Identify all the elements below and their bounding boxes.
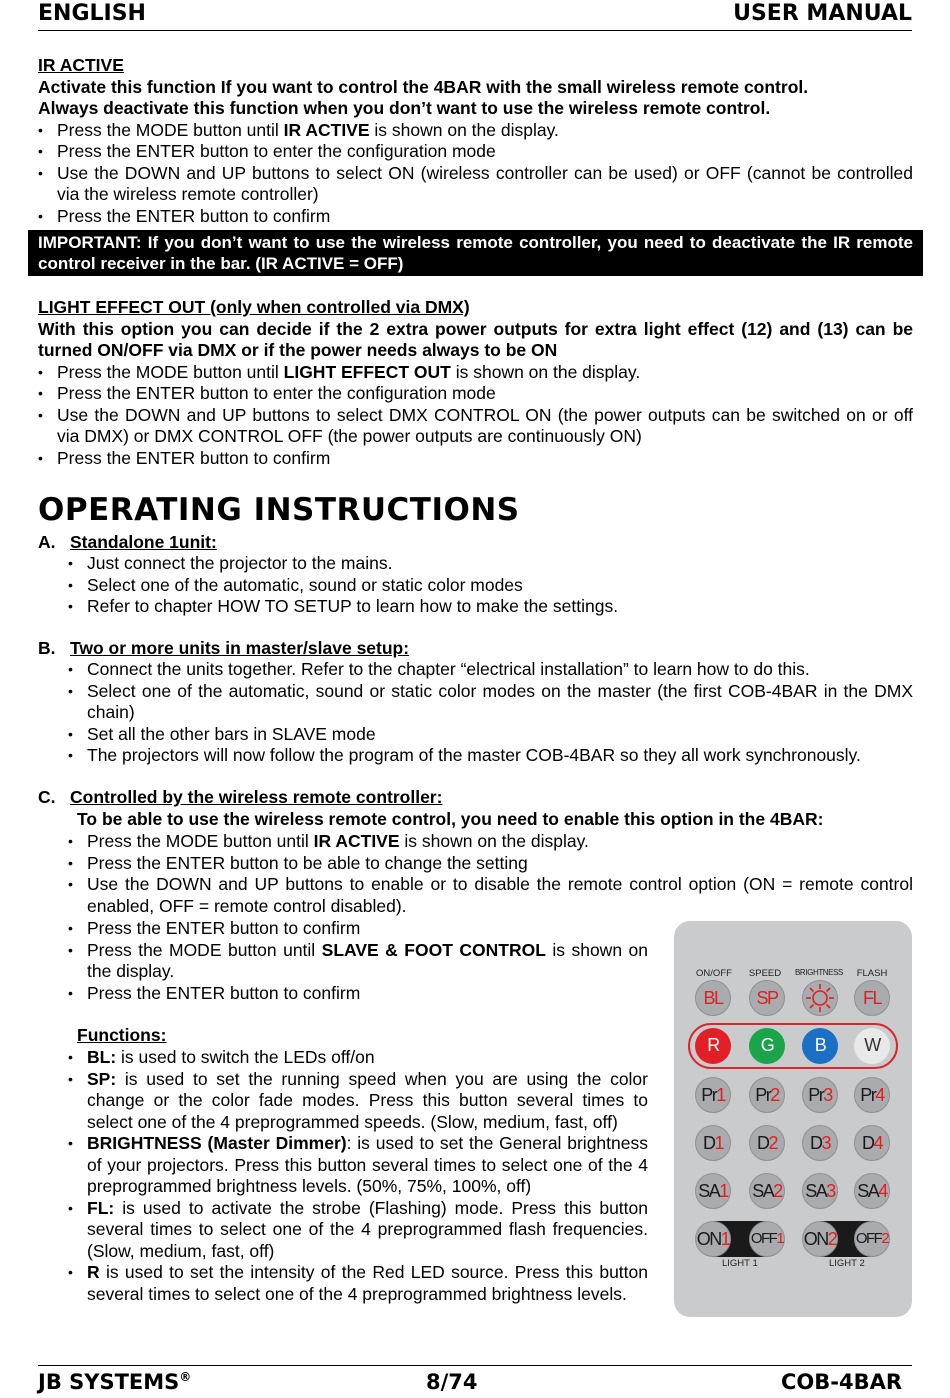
- ir-active-intro2: Always deactivate this function when you don’t want to use the wireless remote control.: [38, 98, 771, 118]
- light1-label: LIGHT 1: [722, 1258, 758, 1269]
- list-item: • Press the ENTER button to confirm: [38, 206, 913, 228]
- section-a-list: [68, 553, 913, 618]
- d2-button: D2: [749, 1125, 785, 1161]
- footer-brand: JB SYSTEMS®: [38, 1370, 192, 1394]
- list-item: • Press the MODE button until IR ACTIVE is shown on the display.: [38, 120, 913, 142]
- list-item: • Just connect the projector to the mains.: [68, 553, 913, 575]
- bl-button: BL: [695, 980, 731, 1016]
- sun-icon: [803, 981, 837, 1015]
- list-item: • R is used to set the intensity of the Red LED source. Press this button several times to select one of the 4 preprogrammed brightness levels.: [68, 1262, 648, 1305]
- page-footer: [38, 1365, 912, 1398]
- page-number: 8/74: [426, 1370, 478, 1394]
- light-effect-intro: With this option you can decide if the 2 extra power outputs for extra light effect (12) and (13) can be turned ON/OFF via DMX or if the power needs always to be ON: [38, 318, 913, 360]
- list-item: • Press the MODE button until IR ACTIVE is shown on the display.: [68, 831, 913, 853]
- important-notice: IMPORTANT: If you don’t want to use the wireless remote controller, you need to deactivate the IR remote control receiver in the bar. (IR ACTIVE = OFF): [28, 230, 923, 276]
- list-item: • Use the DOWN and UP buttons to select ON (wireless controller can be used) or OFF (cannot be controlled via the wireless remote controller): [38, 163, 913, 206]
- list-item: • Use the DOWN and UP buttons to enable or to disable the remote control option (ON = remote control enabled, OFF = remote control disabled).: [68, 874, 913, 917]
- pr3-button: Pr3: [802, 1077, 838, 1113]
- sa3-button: SA3: [802, 1173, 838, 1209]
- list-item: • Press the ENTER button to confirm: [68, 918, 648, 940]
- section-c-subhead: To be able to use the wireless remote control, you need to enable this option in the 4BAR:: [77, 809, 824, 829]
- list-item: • BL: is used to switch the LEDs off/on: [68, 1047, 648, 1069]
- list-item: • Refer to chapter HOW TO SETUP to learn how to make the settings.: [68, 596, 913, 618]
- pr4-button: Pr4: [854, 1077, 890, 1113]
- header-language: ENGLISH: [38, 1, 146, 26]
- off1-button: OFF1: [749, 1221, 785, 1257]
- sa2-button: SA2: [749, 1173, 785, 1209]
- d4-button: D4: [854, 1125, 890, 1161]
- list-item: • Press the ENTER button to confirm: [38, 448, 913, 470]
- operating-instructions-title: OPERATING INSTRUCTIONS: [38, 492, 520, 528]
- list-item: • Press the ENTER button to enter the configuration mode: [38, 141, 913, 163]
- ir-active-intro1: Activate this function If you want to control the 4BAR with the small wireless remote control.: [38, 76, 809, 97]
- ir-active-section: [38, 55, 913, 227]
- functions-title: Functions:: [77, 1025, 167, 1045]
- light2-label: LIGHT 2: [829, 1258, 865, 1269]
- ir-active-steps: [38, 120, 913, 228]
- d3-button: D3: [802, 1125, 838, 1161]
- functions-list: [68, 1047, 648, 1305]
- ir-active-title: IR ACTIVE: [38, 55, 124, 75]
- page-header: [38, 0, 912, 31]
- sp-button: SP: [749, 980, 785, 1016]
- on1-button: ON1: [695, 1221, 731, 1257]
- on2-button: ON2: [802, 1221, 838, 1257]
- list-item: • Select one of the automatic, sound or static color modes on the master (the first COB-4BAR in the DMX chain): [68, 681, 913, 724]
- section-c-list: [68, 831, 913, 917]
- footer-model: COB-4BAR: [780, 1370, 902, 1394]
- list-item: • Set all the other bars in SLAVE mode: [68, 724, 913, 746]
- sa1-button: SA1: [695, 1173, 731, 1209]
- light-effect-section: [38, 297, 913, 469]
- label-flash: FLASH: [856, 968, 888, 979]
- list-item: • Connect the units together. Refer to the chapter “electrical installation” to learn how to do this.: [68, 659, 913, 681]
- pr2-button: Pr2: [749, 1077, 785, 1113]
- pr1-button: Pr1: [695, 1077, 731, 1113]
- section-c-list-continued: [68, 918, 648, 1004]
- light-effect-steps: [38, 362, 913, 470]
- off2-button: OFF2: [854, 1221, 890, 1257]
- list-item: • Press the MODE button until SLAVE & FOOT CONTROL is shown on the display.: [68, 940, 648, 983]
- brightness-button: [802, 980, 838, 1016]
- list-item: • FL: is used to activate the strobe (Flashing) mode. Press this button several times to select one of the 4 preprogrammed flash frequencies. (Slow, medium, fast, off): [68, 1198, 648, 1263]
- light-effect-title: LIGHT EFFECT OUT (only when controlled via DMX): [38, 297, 470, 317]
- list-item: • Select one of the automatic, sound or static color modes: [68, 575, 913, 597]
- header-doc-type: USER MANUAL: [733, 1, 912, 26]
- list-item: • SP: is used to set the running speed when you are using the color change or the color fade modes. Press this button several times to select one of the 4 preprogrammed speeds. (Slow, medium, fast, off): [68, 1069, 648, 1134]
- list-item: • Press the ENTER button to confirm: [68, 983, 648, 1005]
- label-speed: SPEED: [748, 968, 782, 979]
- b-button: B: [802, 1028, 838, 1064]
- label-onoff: ON/OFF: [696, 968, 732, 979]
- list-item: • Use the DOWN and UP buttons to select DMX CONTROL ON (the power outputs can be switched on or off via DMX) or DMX CONTROL OFF (the power outputs are continuously ON): [38, 405, 913, 448]
- list-item: • Press the MODE button until LIGHT EFFECT OUT is shown on the display.: [38, 362, 913, 384]
- section-c-heading: C. Controlled by the wireless remote controller:: [38, 787, 443, 807]
- list-item: • Press the ENTER button to be able to change the setting: [68, 853, 913, 875]
- d1-button: D1: [695, 1125, 731, 1161]
- section-b-heading: B. Two or more units in master/slave setup:: [38, 638, 410, 658]
- section-a-heading: A. Standalone 1unit:: [38, 532, 217, 552]
- label-brightness: BRIGHTNESS: [794, 968, 843, 977]
- w-button: W: [854, 1028, 890, 1064]
- fl-button: FL: [854, 980, 890, 1016]
- r-button: R: [695, 1028, 731, 1064]
- list-item: • BRIGHTNESS (Master Dimmer): is used to set the General brightness of your projectors. Press this button several times to select one of the 4 preprogrammed brightness levels. (50%, 75%, 100%, off): [68, 1133, 648, 1198]
- sa4-button: SA4: [854, 1173, 890, 1209]
- g-button: G: [749, 1028, 785, 1064]
- list-item: • The projectors will now follow the program of the master COB-4BAR so they all work synchronously.: [68, 745, 913, 767]
- remote-control-illustration: [674, 921, 912, 1317]
- list-item: • Press the ENTER button to enter the configuration mode: [38, 383, 913, 405]
- section-b-list: [68, 659, 913, 767]
